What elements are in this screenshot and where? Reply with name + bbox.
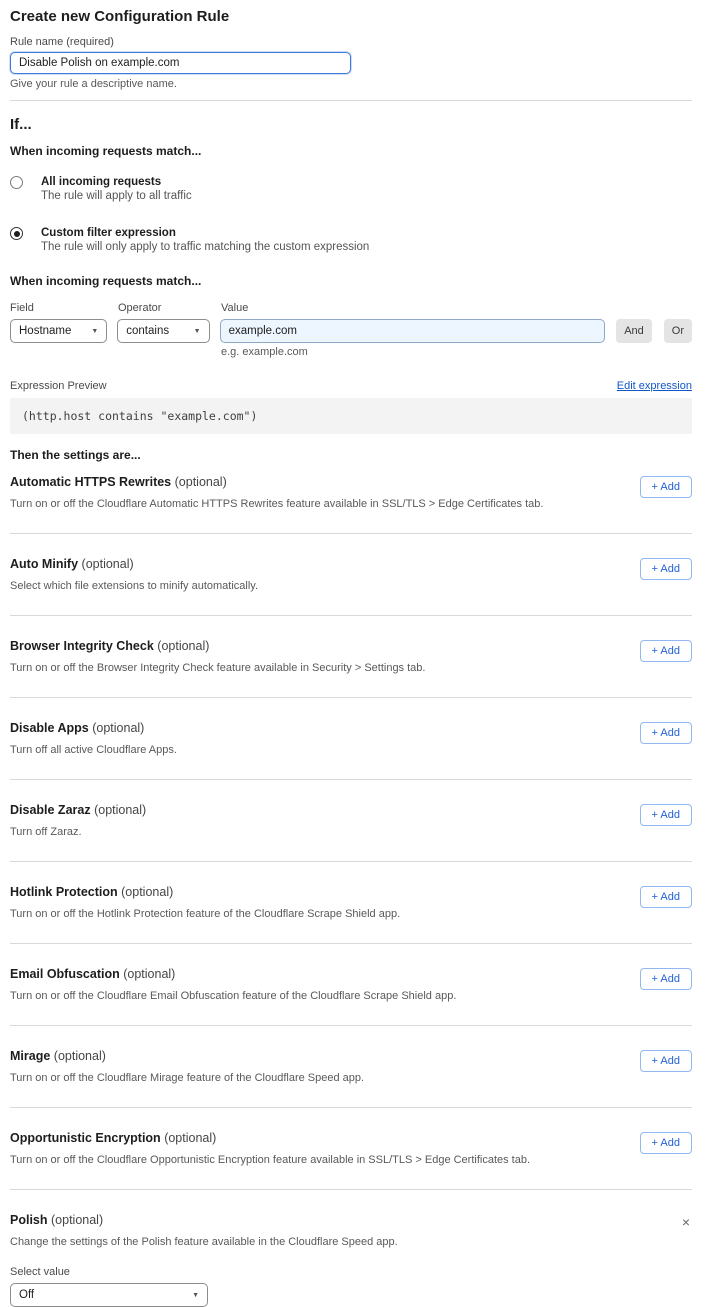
value-column-label: Value: [221, 302, 249, 314]
setting-title: Mirage: [10, 1049, 51, 1063]
setting-title: Disable Apps: [10, 721, 89, 735]
radio-all-incoming-requests[interactable]: [10, 175, 692, 203]
section-divider: [10, 100, 692, 101]
page-title: Create new Configuration Rule: [10, 8, 230, 25]
setting-row-disable-zaraz: [10, 780, 692, 862]
add-button[interactable]: + Add: [640, 476, 692, 498]
setting-title: Browser Integrity Check: [10, 639, 154, 653]
operator-dropdown[interactable]: [117, 319, 209, 343]
setting-row-email-obfuscation: [10, 944, 692, 1026]
if-heading: If...: [10, 116, 32, 133]
expression-builder-row: [10, 319, 692, 343]
setting-title: Email Obfuscation: [10, 967, 120, 981]
optional-label: (optional): [123, 967, 176, 981]
setting-row-browser-integrity-check: [10, 616, 692, 698]
and-button[interactable]: And: [616, 319, 652, 343]
radio-description: The rule will only apply to traffic matching the custom expression: [41, 241, 370, 253]
radio-unselected-icon[interactable]: [10, 176, 23, 189]
optional-label: (optional): [51, 1213, 104, 1227]
setting-description: Turn on or off the Hotlink Protection feature of the Cloudflare Scrape Shield app.: [10, 908, 401, 920]
settings-heading: Then the settings are...: [10, 448, 141, 462]
setting-description: Change the settings of the Polish feature available in the Cloudflare Speed app.: [10, 1236, 398, 1248]
expression-preview-code: (http.host contains "example.com"): [10, 398, 692, 434]
setting-description: Turn on or off the Browser Integrity Check feature available in Security > Settings tab.: [10, 662, 426, 674]
setting-description: Turn on or off the Cloudflare Email Obfuscation feature of the Cloudflare Scrape Shield app.: [10, 990, 457, 1002]
edit-expression-link[interactable]: Edit expression: [616, 380, 692, 392]
operator-column-label: Operator: [118, 302, 162, 314]
optional-label: (optional): [81, 557, 134, 571]
setting-title: Auto Minify: [10, 557, 79, 571]
add-button[interactable]: + Add: [640, 558, 692, 580]
setting-title: Disable Zaraz: [10, 803, 91, 817]
expression-builder-label: When incoming requests match...: [10, 274, 202, 288]
setting-description: Turn on or off the Cloudflare Opportunistic Encryption feature available in SSL/TLS > Edge Certificates tab.: [10, 1154, 531, 1166]
expression-builder-column-labels: [10, 302, 692, 315]
radio-description: The rule will apply to all traffic: [41, 190, 192, 202]
chevron-down-icon: ▼: [91, 327, 99, 335]
setting-title: Opportunistic Encryption: [10, 1131, 161, 1145]
setting-row-automatic-https-rewrites: [10, 462, 692, 534]
rule-name-input[interactable]: [10, 52, 351, 74]
chevron-down-icon: ▼: [193, 327, 201, 335]
setting-row-disable-apps: [10, 698, 692, 780]
setting-row-hotlink-protection: [10, 862, 692, 944]
field-column-label: Field: [10, 302, 34, 314]
optional-label: (optional): [121, 885, 174, 899]
field-dropdown[interactable]: [10, 319, 107, 343]
rule-name-helper: Give your rule a descriptive name.: [10, 78, 177, 90]
optional-label: (optional): [92, 721, 145, 735]
setting-title: Hotlink Protection: [10, 885, 118, 899]
add-button[interactable]: + Add: [640, 1050, 692, 1072]
value-helper-text: e.g. example.com: [221, 346, 308, 358]
setting-title: Automatic HTTPS Rewrites: [10, 475, 172, 489]
optional-label: (optional): [94, 803, 147, 817]
add-button[interactable]: + Add: [640, 886, 692, 908]
field-dropdown-value: Hostname: [19, 325, 72, 337]
rule-name-label: Rule name (required): [10, 36, 114, 48]
setting-description: Turn off all active Cloudflare Apps.: [10, 744, 177, 756]
close-icon[interactable]: ×: [681, 1214, 690, 1230]
radio-custom-filter-expression[interactable]: [10, 226, 692, 254]
setting-description: Select which file extensions to minify automatically.: [10, 580, 259, 592]
add-button[interactable]: + Add: [640, 968, 692, 990]
chevron-down-icon: ▼: [192, 1291, 199, 1299]
setting-row-opportunistic-encryption: [10, 1108, 692, 1190]
polish-value-dropdown[interactable]: [10, 1283, 208, 1307]
setting-row-polish: [10, 1190, 692, 1307]
select-value-label: Select value: [10, 1266, 70, 1278]
polish-dropdown-value: Off: [19, 1289, 35, 1301]
add-button[interactable]: + Add: [640, 804, 692, 826]
optional-label: (optional): [164, 1131, 217, 1145]
setting-description: Turn off Zaraz.: [10, 826, 82, 838]
incoming-requests-match-label: When incoming requests match...: [10, 144, 202, 158]
expression-preview-header: [10, 380, 692, 392]
radio-label: All incoming requests: [41, 176, 162, 188]
setting-row-mirage: [10, 1026, 692, 1108]
setting-title: Polish: [10, 1213, 48, 1227]
expression-preview-label: Expression Preview: [10, 380, 107, 392]
optional-label: (optional): [174, 475, 227, 489]
add-button[interactable]: + Add: [640, 722, 692, 744]
optional-label: (optional): [157, 639, 210, 653]
radio-selected-icon[interactable]: [10, 227, 23, 240]
operator-dropdown-value: contains: [126, 325, 170, 337]
optional-label: (optional): [53, 1049, 106, 1063]
setting-description: Turn on or off the Cloudflare Automatic HTTPS Rewrites feature available in SSL/TLS > Edge Certificates tab.: [10, 498, 544, 510]
or-button[interactable]: Or: [664, 319, 692, 343]
value-input[interactable]: [220, 319, 606, 343]
radio-label: Custom filter expression: [41, 227, 176, 239]
add-button[interactable]: + Add: [640, 1132, 692, 1154]
add-button[interactable]: + Add: [640, 640, 692, 662]
setting-row-auto-minify: [10, 534, 692, 616]
setting-description: Turn on or off the Cloudflare Mirage feature of the Cloudflare Speed app.: [10, 1072, 365, 1084]
